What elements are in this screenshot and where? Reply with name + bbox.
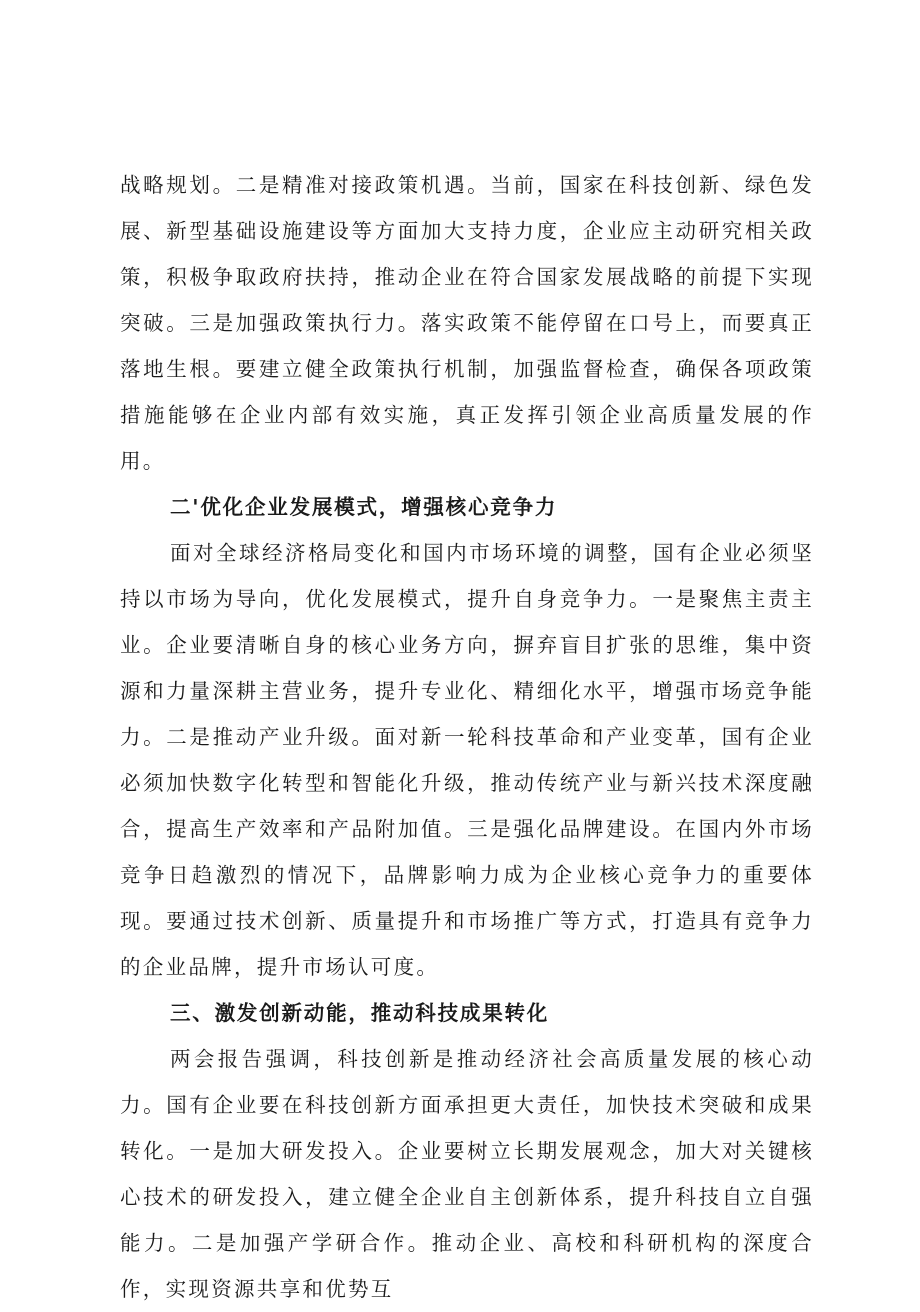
document-body [120,162,814,1312]
section-heading-3: 三、激发创新动能，推动科技成果转化 [170,1001,550,1025]
section-heading-2: 二'优化企业发展模式，增强核心竞争力 [170,495,558,519]
paragraph-policy-planning: 战略规划。二是精准对接政策机遇。当前，国家在科技创新、绿色发展、新型基础设施建设等方面加大支持力度，企业应主动研究相关政策，积极争取政府扶持，推动企业在符合国家发展战略的前提下实现突破。三是加强政策执行力。落实政策不能停留在口号上，而要真正落地生根。要建立健全政策执行机制，加强监督检查，确保各项政策措施能够在企业内部有效实施，真正发挥引领企业高质量发展的作用。 [120,173,814,473]
paragraph-innovation: 两会报告强调，科技创新是推动经济社会高质量发展的核心动力。国有企业要在科技创新方面承担更大责任，加快技术突破和成果转化。一是加大研发投入。企业要树立长期发展观念，加大对关键核心技术的研发投入，建立健全企业自主创新体系，提升科技自立自强能力。二是加强产学研合作。推动企业、高校和科研机构的深度合作，实现资源共享和优势互 [120,1047,814,1301]
paragraph-development-model: 面对全球经济格局变化和国内市场环境的调整，国有企业必须坚持以市场为导向，优化发展模式，提升自身竞争力。一是聚焦主责主业。企业要清晰自身的核心业务方向，摒弃盲目扩张的思维，集中资源和力量深耕主营业务，提升专业化、精细化水平，增强市场竞争能力。二是推动产业升级。面对新一轮科技革命和产业变革，国有企业必须加快数字化转型和智能化升级，推动传统产业与新兴技术深度融合，提高生产效率和产品附加值。三是强化品牌建设。在国内外市场竞争日趋激烈的情况下，品牌影响力成为企业核心竞争力的重要体现。要通过技术创新、质量提升和市场推广等方式，打造具有竞争力的企业品牌，提升市场认可度。 [120,541,814,979]
